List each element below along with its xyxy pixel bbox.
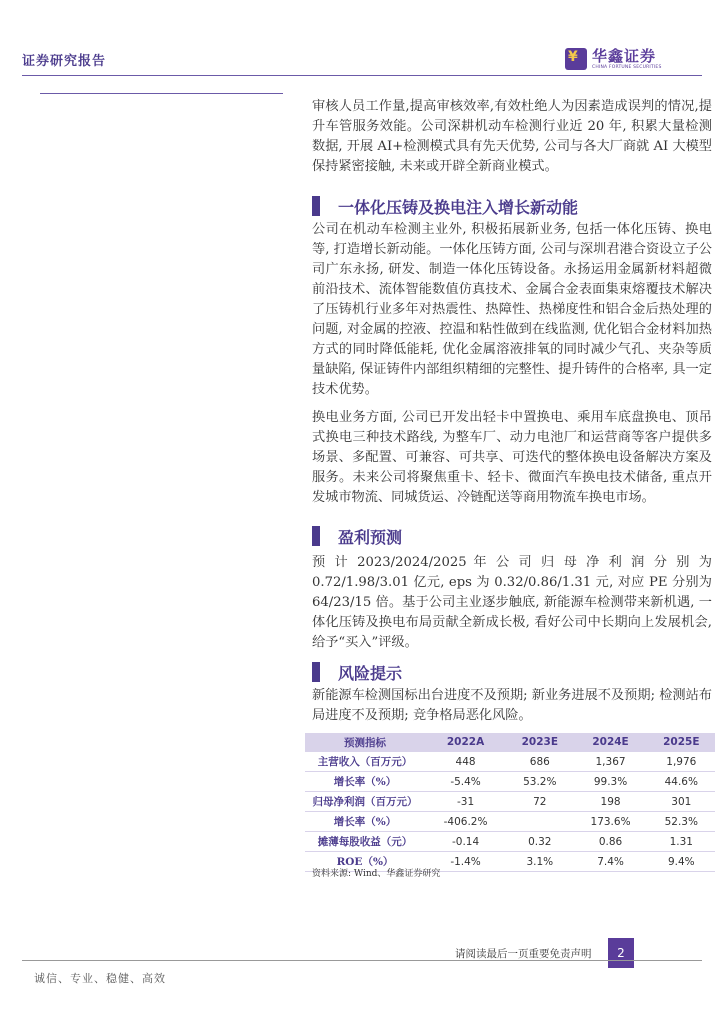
table-cell: -31 xyxy=(425,792,506,812)
footer-divider xyxy=(22,960,702,961)
table-header-cell: 2022A xyxy=(425,733,506,752)
paragraph-ai-inspection: 审核人员工作量,提高审核效率,有效杜绝人为因素造成误判的情况,提升车管服务效能。公司深耕机动车检测行业近 20 年, 积累大量检测数据, 开展 AI+检测模式具有先天优势, 公司与各大厂商就 AI 大模型保持紧密接触, 未来或开辟全新商业模式。 xyxy=(312,99,712,174)
paragraph-battery-swap: 换电业务方面, 公司已开发出轻卡中置换电、乘用车底盘换电、顶吊式换电三种技术路线, 为整车厂、动力电池厂和运营商等客户提供多场景、多配置、可兼容、可共享、可迭代的整体换电设备解决方案及服务。未来公司将聚焦重卡、轻卡、微面汽车换电技术储备, 重点开发城市物流、同城货运、冷链配送等商用物流车换电市场。 xyxy=(312,410,712,505)
table-cell: 0.32 xyxy=(506,832,573,852)
table-cell: 1,367 xyxy=(573,752,647,772)
section-marker xyxy=(312,526,320,546)
table-row xyxy=(305,832,715,852)
table-cell: 53.2% xyxy=(506,772,573,792)
page-number: 2 xyxy=(608,938,634,968)
row-label: 主营收入（百万元） xyxy=(305,752,425,772)
sidebar-divider xyxy=(40,93,283,94)
table-cell: 3.1% xyxy=(506,852,573,872)
logo-english-name: CHINA FORTUNE SECURITIES xyxy=(592,65,662,70)
table-cell: 173.6% xyxy=(573,812,647,832)
table-cell: 1,976 xyxy=(648,752,715,772)
section-marker xyxy=(312,662,320,682)
row-label: 增长率（%） xyxy=(305,772,425,792)
table-cell: 7.4% xyxy=(573,852,647,872)
table-cell: 301 xyxy=(648,792,715,812)
table-cell: -0.14 xyxy=(425,832,506,852)
table-cell: 72 xyxy=(506,792,573,812)
table-cell xyxy=(506,812,573,832)
section-marker xyxy=(312,196,320,216)
table-cell: -5.4% xyxy=(425,772,506,792)
table-cell: 44.6% xyxy=(648,772,715,792)
table-source-note: 资料来源: Wind、华鑫证券研究 xyxy=(312,869,441,879)
table-cell: 99.3% xyxy=(573,772,647,792)
table-cell: 1.31 xyxy=(648,832,715,852)
row-label: 摊薄每股收益（元） xyxy=(305,832,425,852)
header-divider xyxy=(22,75,702,76)
table-cell: 9.4% xyxy=(648,852,715,872)
forecast-table xyxy=(305,733,715,872)
row-label: ROE（%） xyxy=(305,852,425,872)
table-cell: 0.86 xyxy=(573,832,647,852)
row-label: 增长率（%） xyxy=(305,812,425,832)
row-label: 归母净利润（百万元） xyxy=(305,792,425,812)
table-cell: 198 xyxy=(573,792,647,812)
table-cell: -1.4% xyxy=(425,852,506,872)
paragraph-die-casting: 公司在机动车检测主业外, 积极拓展新业务, 包括一体化压铸、换电等, 打造增长新动能。一体化压铸方面, 公司与深圳君港合资设立子公司广东永扬, 研发、制造一体化压铸设备。永扬运用金属新材料超微前沿技术、流体智能数值仿真技术、金属合金表面集束熔覆技术解决了压铸机行业多年对热震性、热障性、热梯度性和铝合金后热处理的问题, 对金属的控液、控温和粘性做到在线监测, 优化铝合金材料加热方式的同时降低能耗, 优化金属溶液排氧的同时减少气孔、夹杂等质量缺陷, 保证铸件内部组织精细的完整性、提升铸件的合格率, 具一定技术优势。 xyxy=(312,222,712,397)
table-cell: 686 xyxy=(506,752,573,772)
paragraph-risk: 新能源车检测国标出台进度不及预期; 新业务进展不及预期; 检测站布局进度不及预期; 竞争格局恶化风险。 xyxy=(312,688,712,723)
table-row xyxy=(305,772,715,792)
company-logo xyxy=(565,45,705,73)
paragraph-forecast: 预 计 2023/2024/2025 年 公 司 归 母 净 利 润 分 别 为 0.72/1.98/3.01 亿元, eps 为 0.32/0.86/1.31 元, 对应 PE 分别为 64/23/15 倍。基于公司主业逐步触底, 新能源车检测带来新机遇, 一体化压铸及换电布局贡献全新成长极, 看好公司中长期向上发展机会, 给予“买入”评级。 xyxy=(312,555,712,650)
table-header-cell: 预测指标 xyxy=(305,733,425,752)
table-header-cell: 2025E xyxy=(648,733,715,752)
disclaimer-note: 请阅读最后一页重要免责声明 xyxy=(455,948,592,960)
table-cell: 52.3% xyxy=(648,812,715,832)
logo-mark-icon: ¥ xyxy=(565,48,587,70)
table-row xyxy=(305,792,715,812)
report-type-title: 证券研究报告 xyxy=(22,54,107,69)
table-row xyxy=(305,752,715,772)
logo-chinese-name: 华鑫证券 xyxy=(592,47,657,65)
company-motto: 诚信、专业、稳健、高效 xyxy=(34,972,166,985)
table-header-cell: 2023E xyxy=(506,733,573,752)
table-header-cell: 2024E xyxy=(573,733,647,752)
table-row xyxy=(305,812,715,832)
table-header-row xyxy=(305,733,715,752)
table-cell: -406.2% xyxy=(425,812,506,832)
table-cell: 448 xyxy=(425,752,506,772)
